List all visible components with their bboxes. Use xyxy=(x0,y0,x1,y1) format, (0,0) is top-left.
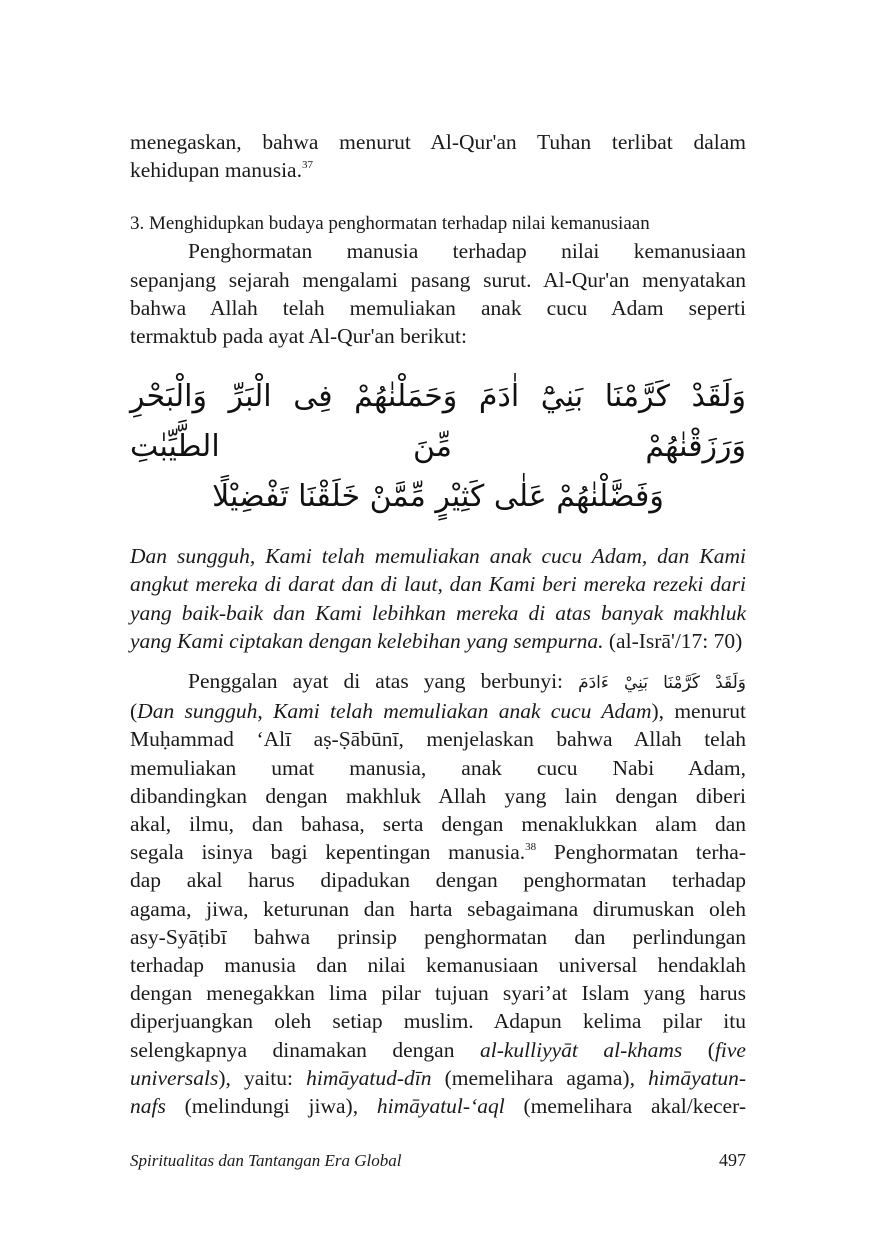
text-line: Penggalan ayat di atas yang berbunyi: وَلَقَدْ كَرَّمْنَا بَنِيْ ءَادَمَ xyxy=(188,669,746,694)
text-line: menegaskan, bahwa menurut Al-Qur'an Tuhan terlibat dalam xyxy=(130,130,746,154)
term-himayatul-aql: himāyatul-‘aql xyxy=(376,1094,505,1119)
term-himayatud-din: himāyatud-dīn xyxy=(306,1065,432,1090)
running-footer-title: Spiritualitas dan Tantangan Era Global xyxy=(130,1151,402,1170)
arabic-verse-line-2: وَفَضَّلْنٰهُمْ عَلٰى كَثِيْرٍ مِّمَّنْ خَلَقْنَا تَفْضِيْلًا xyxy=(212,479,664,515)
text-line: dibandingkan dengan makhluk Allah yang lain dengan diberi xyxy=(130,783,746,808)
text-line: nafs (melindungi jiwa), himāyatul-‘aql (memelihara akal/kecer- xyxy=(130,1094,746,1119)
text-line: sepanjang sejarah mengalami pasang surut. Al-Qur'an menyatakan xyxy=(130,267,746,292)
page-footer xyxy=(130,1150,746,1171)
text-line: dap akal harus dipadukan dengan penghormatan terhadap xyxy=(130,868,746,893)
text-line: akal, ilmu, dan bahasa, serta dengan menaklukkan alam dan xyxy=(130,812,746,837)
quran-verse-arabic xyxy=(130,372,746,522)
section-paragraph-1 xyxy=(130,237,746,350)
text-line: agama, jiwa, keturunan dan harta sebagaimana dirumuskan oleh xyxy=(130,896,746,921)
text-line: termaktub pada ayat Al-Qur'an berikut: xyxy=(130,324,468,349)
text-line: diperjuangkan oleh setiap muslim. Adapun kelima pilar itu xyxy=(130,1009,746,1034)
intro-paragraph xyxy=(130,128,746,184)
text-line: kehidupan manusia.$^{37}$ xyxy=(130,158,313,183)
translation-line: yang baik-baik dan Kami lebihkan mereka di atas banyak makhluk xyxy=(130,600,746,625)
translation-line: Dan sungguh, Kami telah memuliakan anak cucu Adam, dan Kami xyxy=(130,544,746,569)
text-line: segala isinya bagi kepentingan manusia.$^{38}$ Penghormatan terha- xyxy=(130,840,746,865)
text-line: terhadap manusia dan nilai kemanusiaan universal hendaklah xyxy=(130,953,746,978)
text-line: memuliakan umat manusia, anak cucu Nabi Adam, xyxy=(130,755,746,780)
section-heading: 3. Menghidupkan budaya penghormatan terhadap nilai kemanusiaan xyxy=(130,213,650,235)
text-line: Penghormatan manusia terhadap nilai kemanusiaan xyxy=(188,239,746,264)
arabic-verse-line-1: وَلَقَدْ كَرَّمْنَا بَنِيْٓ اٰدَمَ وَحَمَلْنٰهُمْ فِى الْبَرِّ وَالْبَحْرِ وَرَزَقْنٰهُمْ مِّنَ الطَّيِّبٰتِ xyxy=(130,379,746,465)
term-himayatun-nafs: himāyatun- xyxy=(648,1065,746,1090)
term-al-kulliyyat-al-khams: al-kulliyyāt al-khams xyxy=(480,1037,683,1062)
text-line: Muḥammad ‘Alī aṣ-Ṣābūnī, menjelaskan bahwa Allah telah xyxy=(130,727,746,752)
text-line: selengkapnya dinamakan dengan al-kulliyyāt al-khams (five xyxy=(130,1037,746,1062)
section-paragraph-2 xyxy=(130,667,746,1120)
document-page xyxy=(130,128,746,1120)
footnote-marker-38[interactable]: 38 xyxy=(525,841,537,854)
text-line: bahwa Allah telah memuliakan anak cucu Adam seperti xyxy=(130,295,746,320)
text-line: asy-Syāṭibī bahwa prinsip penghormatan dan perlindungan xyxy=(130,924,746,949)
translation-line: angkut mereka di darat dan di laut, dan Kami beri mereka rezeki dari xyxy=(130,572,746,597)
translation-line: yang Kami ciptakan dengan kelebihan yang sempurna. (al-Isrā'/17: 70) xyxy=(130,628,743,653)
footnote-marker-37[interactable]: 37 xyxy=(301,159,313,172)
page-number: 497 xyxy=(719,1150,746,1170)
verse-reference: (al-Isrā'/17: 70) xyxy=(608,628,743,653)
text-line: dengan menegakkan lima pilar tujuan syari’at Islam yang harus xyxy=(130,981,746,1006)
text-line: universals), yaitu: himāyatud-dīn (memelihara agama), himāyatun- xyxy=(130,1065,746,1090)
text-line: (Dan sungguh, Kami telah memuliakan anak cucu Adam), menurut xyxy=(130,699,746,724)
arabic-fragment: وَلَقَدْ كَرَّمْنَا بَنِيْ ءَادَمَ xyxy=(578,673,746,694)
verse-translation xyxy=(130,542,746,655)
